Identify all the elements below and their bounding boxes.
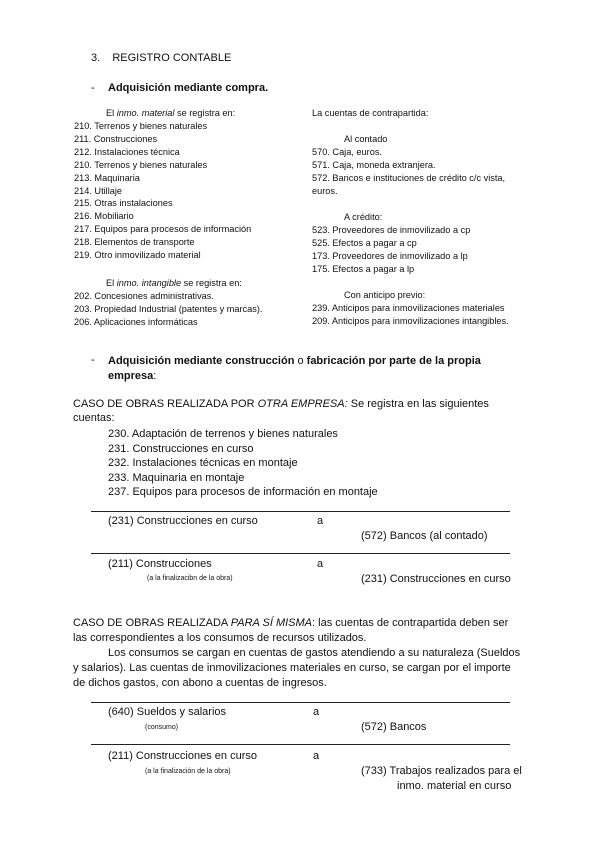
misma-line5: de dichos gastos, con abono a cuentas de ingresos. — [73, 677, 327, 689]
bullet-construccion: - — [91, 354, 95, 366]
bullet-compra: - — [91, 82, 95, 94]
journal-divider — [91, 702, 510, 703]
list-item: 175. Efectos a pagar a lp — [312, 263, 415, 274]
list-item: 571. Caja, moneda extranjera. — [312, 159, 436, 170]
journal-divider — [91, 744, 510, 745]
contrapartida-intro: La cuentas de contrapartida: — [312, 108, 429, 118]
compra-heading: Adquisición mediante compra. — [108, 82, 269, 94]
list-item: euros. — [312, 185, 338, 196]
misma-entry2-credit-2: inmo. material en curso — [397, 780, 512, 792]
list-item: 231. Construcciones en curso — [108, 442, 254, 455]
entry2-a: a — [317, 558, 324, 570]
section-title — [91, 52, 231, 64]
contado-label: Al contado — [344, 134, 388, 144]
list-item: 217. Equipos para procesos de información — [74, 224, 252, 235]
entry1-debit: (231) Construcciones en curso — [108, 515, 258, 527]
intangible-account-list — [74, 290, 262, 329]
list-item: 209. Anticipos para inmovilizaciones intangibles. — [312, 315, 509, 326]
misma-line3: Los consumos se cargan en cuentas de gastos atendiendo a su naturaleza (Sueldos — [108, 647, 521, 659]
list-item: 237. Equipos para procesos de información en montaje — [108, 486, 378, 499]
list-item: 211. Construcciones — [74, 133, 158, 144]
list-item: 215. Otras instalaciones — [74, 198, 173, 209]
entry2-debit: (211) Construcciones — [108, 558, 212, 570]
section-number: 3. — [91, 52, 101, 64]
list-item: 213. Maquinaria — [74, 172, 140, 183]
credito-account-list — [312, 224, 470, 276]
list-item: 570. Caja, euros. — [312, 147, 382, 157]
otra-empresa-intro-line2: cuentas: — [73, 412, 115, 424]
list-item: 210. Terrenos y bienes naturales — [74, 121, 208, 131]
list-item: 214. Utillaje — [74, 185, 123, 196]
misma-entry2-note: (a la finalización de la obra) — [145, 768, 231, 775]
entry1-a: a — [317, 515, 324, 527]
misma-entry1-note: (consumo) — [145, 724, 179, 731]
list-item: 173. Proveedores de inmovilizado a lp — [312, 250, 468, 261]
misma-entry1-debit: (640) Sueldos y salarios — [108, 706, 227, 718]
credito-label: A crédito: — [344, 212, 383, 222]
misma-line2: las correspondientes a los consumos de recursos utilizados. — [73, 632, 367, 644]
misma-entry1-credit: (572) Bancos — [361, 721, 427, 733]
list-item: 239. Anticipos para inmovilizaciones materiales — [312, 303, 505, 313]
misma-entry2-a: a — [313, 750, 320, 762]
misma-entry2-credit-1: (733) Trabajos realizados para el — [361, 765, 522, 777]
entry1-credit: (572) Bancos (al contado) — [361, 530, 488, 542]
contado-account-list — [312, 146, 505, 198]
journal-divider — [91, 553, 510, 554]
material-intro: El inmo. material se registra en: — [106, 108, 236, 118]
list-item: 219. Otro inmovilizado material — [74, 250, 201, 261]
list-item: 206. Aplicaciones informáticas — [74, 316, 198, 327]
anticipo-label: Con anticipo previo: — [344, 290, 426, 300]
otra-empresa-intro: CASO DE OBRAS REALIZADA POR OTRA EMPRESA: Se registra en las siguientes — [73, 398, 489, 410]
entry2-note: (a la finalizacibn de la obra) — [147, 575, 233, 582]
entry2-credit: (231) Construcciones en curso — [361, 573, 511, 585]
misma-entry1-a: a — [313, 706, 320, 718]
list-item: 212. Instalaciones técnica — [74, 146, 180, 157]
list-item: 233. Maquinaria en montaje — [108, 471, 245, 484]
list-item: 202. Concesiones administrativas. — [74, 291, 214, 301]
misma-entry2-debit: (211) Construcciones en curso — [108, 750, 257, 762]
list-item: 218. Elementos de transporte — [74, 237, 195, 248]
list-item: 216. Mobiliario — [74, 211, 134, 222]
section-title-text: REGISTRO CONTABLE — [112, 52, 232, 64]
list-item: 523. Proveedores de inmovilizado a cp — [312, 225, 471, 235]
anticipo-account-list — [312, 302, 509, 328]
intangible-intro: El inmo. intangible se registra en: — [106, 278, 242, 288]
misma-intro: CASO DE OBRAS REALIZADA PARA SÍ MISMA: las cuentas de contrapartida deben ser — [73, 617, 509, 629]
list-item: 203. Propiedad Industrial (patentes y marcas). — [74, 303, 263, 314]
list-item: 232. Instalaciones técnicas en montaje — [108, 457, 298, 470]
material-account-list — [74, 120, 251, 262]
list-item: 525. Efectos a pagar a cp — [312, 237, 417, 248]
en-curso-account-list — [108, 427, 378, 500]
list-item: 572. Bancos e instituciones de crédito c/c vista, — [312, 172, 506, 183]
list-item: 230. Adaptación de terrenos y bienes naturales — [108, 428, 338, 440]
construccion-heading: Adquisición mediante construcción o fabricación por parte de la propia empresa: — [108, 355, 481, 382]
journal-divider — [91, 511, 510, 512]
list-item: 210. Terrenos y bienes naturales — [74, 159, 208, 170]
misma-line4: y salarios). Las cuentas de inmovilizaciones materiales en curso, se cargan por el importe — [73, 662, 511, 674]
